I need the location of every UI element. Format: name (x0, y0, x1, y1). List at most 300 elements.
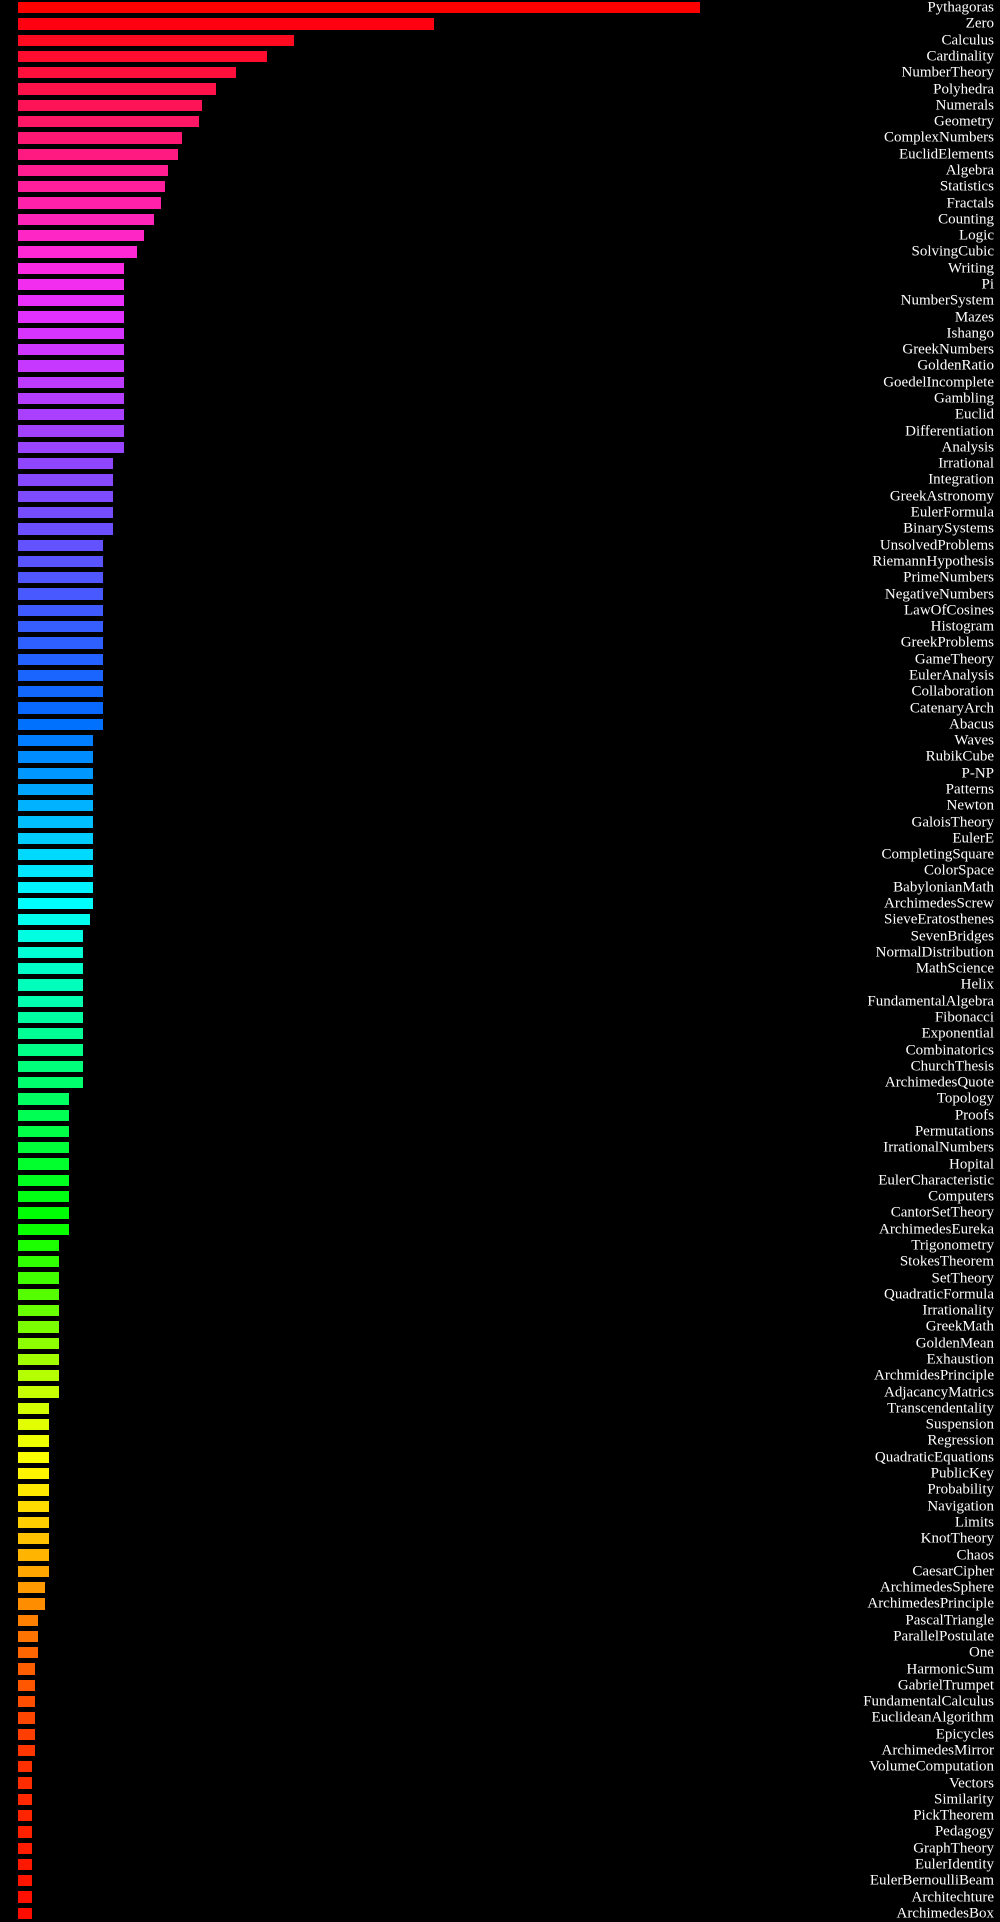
bar-label: Vectors (949, 1775, 994, 1792)
bar (18, 360, 124, 371)
bar-label: ArchmidesPrinciple (874, 1367, 994, 1384)
bar (18, 409, 124, 420)
bar (18, 1598, 45, 1609)
bar (18, 491, 113, 502)
bar-row (0, 1254, 1000, 1270)
bar (18, 1321, 59, 1332)
bar-row (0, 1645, 1000, 1661)
bar-row (0, 977, 1000, 993)
bar (18, 442, 124, 453)
bar-row (0, 912, 1000, 928)
bar (18, 865, 93, 876)
bar-label: Calculus (941, 32, 994, 49)
bar-label: SolvingCubic (911, 243, 994, 260)
bar (18, 1207, 69, 1218)
bar-row (0, 782, 1000, 798)
bar-row (0, 945, 1000, 961)
bar-row (0, 1743, 1000, 1759)
bar-row (0, 863, 1000, 879)
bar (18, 979, 83, 990)
bar-row (0, 1238, 1000, 1254)
bar-row (0, 1515, 1000, 1531)
bar-label: KnotTheory (920, 1530, 994, 1547)
bar (18, 882, 93, 893)
bar-row (0, 33, 1000, 49)
bar-row (0, 16, 1000, 32)
bar-label: PrimeNumbers (903, 569, 994, 586)
bar-label: ComplexNumbers (884, 129, 994, 146)
bar-label: GaloisTheory (911, 814, 994, 831)
bar (18, 132, 182, 143)
bar (18, 784, 93, 795)
bar (18, 1680, 35, 1691)
bar (18, 1224, 69, 1235)
bar-label: ColorSpace (924, 862, 994, 879)
bar-label: Writing (947, 260, 994, 277)
bar-row (0, 1450, 1000, 1466)
bar (18, 1093, 69, 1104)
bar-row (0, 114, 1000, 130)
bar-row (0, 342, 1000, 358)
bar (18, 523, 113, 534)
bar (18, 833, 93, 844)
bar-label: ArchimedesSphere (879, 1579, 994, 1596)
bar (18, 344, 124, 355)
bar (18, 963, 83, 974)
bar-row (0, 1026, 1000, 1042)
bar-row (0, 1727, 1000, 1743)
bar-label: StokesTheorem (899, 1253, 994, 1270)
bar-row (0, 81, 1000, 97)
bar-row (0, 1775, 1000, 1791)
bar-row (0, 309, 1000, 325)
bar-label: Computers (928, 1188, 994, 1205)
bar-row (0, 1889, 1000, 1905)
bar-label: LawOfCosines (904, 602, 994, 619)
bar-row (0, 1906, 1000, 1922)
bar (18, 1729, 35, 1740)
bar-row (0, 375, 1000, 391)
bar-label: QuadraticEquations (874, 1449, 994, 1466)
bar-row (0, 49, 1000, 65)
bar (18, 100, 202, 111)
bar (18, 2, 700, 13)
bar (18, 898, 93, 909)
bar-label: Similarity (934, 1791, 994, 1808)
bar-label: Integration (928, 471, 994, 488)
bar-label: BabylonianMath (893, 879, 994, 896)
bar-row (0, 489, 1000, 505)
bar (18, 1468, 49, 1479)
bar (18, 1566, 49, 1577)
bar-row (0, 570, 1000, 586)
bar (18, 1452, 49, 1463)
bar-label: Irrationality (922, 1302, 994, 1319)
bar (18, 116, 199, 127)
bar-label: Numerals (935, 97, 994, 114)
bar-label: ArchimedesMirror (881, 1742, 994, 1759)
bar (18, 1533, 49, 1544)
bar (18, 149, 178, 160)
bar-label: Histogram (930, 618, 994, 635)
bar-label: VolumeComputation (869, 1758, 994, 1775)
bar (18, 1517, 49, 1528)
bar (18, 1305, 59, 1316)
bar-label: Statistics (939, 178, 994, 195)
bar-row (0, 538, 1000, 554)
bar-row (0, 407, 1000, 423)
bar (18, 1370, 59, 1381)
bar (18, 1891, 32, 1902)
bar-row (0, 1319, 1000, 1335)
bar-label: Mazes (954, 309, 994, 326)
bar (18, 1810, 32, 1821)
bar-label: RubikCube (925, 748, 994, 765)
bar-label: Zero (965, 15, 994, 32)
bar-label: RiemannHypothesis (872, 553, 994, 570)
bar-row (0, 1564, 1000, 1580)
bar-label: Counting (938, 211, 994, 228)
bar-row (0, 423, 1000, 439)
bar-label: ArchimedesQuote (884, 1074, 994, 1091)
bar-label: Irrational (938, 455, 994, 472)
bar (18, 588, 103, 599)
bar-row (0, 847, 1000, 863)
bar-row (0, 684, 1000, 700)
bar-label: GreekProblems (900, 634, 994, 651)
bar-row (0, 130, 1000, 146)
bar-label: Exponential (921, 1025, 994, 1042)
bar-row (0, 831, 1000, 847)
bar (18, 197, 161, 208)
bar-label: SevenBridges (910, 928, 994, 945)
bar (18, 1272, 59, 1283)
bar (18, 1175, 69, 1186)
bar (18, 165, 168, 176)
bar-label: ArchimedesPrinciple (867, 1595, 994, 1612)
bar (18, 18, 434, 29)
bar-row (0, 505, 1000, 521)
bar-label: SetTheory (931, 1270, 994, 1287)
bar-row (0, 1792, 1000, 1808)
bar-label: CaesarCipher (912, 1563, 994, 1580)
bar-row (0, 814, 1000, 830)
bar-row (0, 1287, 1000, 1303)
bar-label: Ishango (946, 325, 994, 342)
bar-row (0, 1710, 1000, 1726)
bar (18, 751, 93, 762)
bar (18, 246, 137, 257)
bar-row (0, 1759, 1000, 1775)
bar-row (0, 261, 1000, 277)
bar-row (0, 1547, 1000, 1563)
bar-label: Epicycles (935, 1726, 994, 1743)
bar (18, 1631, 38, 1642)
bar-row (0, 391, 1000, 407)
bar-row (0, 1661, 1000, 1677)
bar-label: Permutations (914, 1123, 994, 1140)
bar (18, 1158, 69, 1169)
bar-row (0, 1059, 1000, 1075)
bar-label: Pi (981, 276, 994, 293)
bar-label: Navigation (927, 1498, 994, 1515)
bar-label: GameTheory (914, 651, 994, 668)
bar-label: Limits (954, 1514, 994, 1531)
bar (18, 540, 103, 551)
bar-row (0, 1156, 1000, 1172)
bar (18, 1061, 83, 1072)
bar-label: NormalDistribution (875, 944, 994, 961)
bar-label: Cardinality (926, 48, 994, 65)
bar-row (0, 0, 1000, 16)
bar (18, 1582, 45, 1593)
bar-row (0, 1075, 1000, 1091)
bar-row (0, 358, 1000, 374)
bar (18, 1696, 35, 1707)
bar-label: GoldenRatio (917, 357, 994, 374)
bar-label: Chaos (956, 1547, 994, 1563)
bar (18, 393, 124, 404)
bar-label: Pedagogy (934, 1823, 994, 1840)
bar (18, 377, 124, 388)
bar-label: Topology (936, 1090, 994, 1107)
bar-label: Helix (960, 976, 994, 993)
bar-row (0, 98, 1000, 114)
bar-row (0, 586, 1000, 602)
bar-row (0, 994, 1000, 1010)
bar-row (0, 163, 1000, 179)
bar (18, 637, 103, 648)
bar-label: BinarySystems (903, 520, 994, 537)
bar-row (0, 1857, 1000, 1873)
bar-label: Gambling (934, 390, 994, 407)
bar (18, 458, 113, 469)
bar-label: EulerBernoulliBeam (869, 1872, 994, 1889)
bar-label: Fibonacci (934, 1009, 994, 1026)
bar (18, 735, 93, 746)
bar (18, 1794, 32, 1805)
bar-label: Logic (959, 227, 994, 244)
bar-label: GreekNumbers (902, 341, 994, 358)
bar-row (0, 1873, 1000, 1889)
bar-label: Collaboration (911, 683, 994, 700)
bar-row (0, 472, 1000, 488)
bar-row (0, 1384, 1000, 1400)
bar-label: PascalTriangle (905, 1612, 994, 1629)
bar-label: EuclidElements (899, 146, 994, 163)
bar-label: GoldenMean (915, 1335, 994, 1352)
bar-label: PublicKey (930, 1465, 994, 1482)
bar-row (0, 798, 1000, 814)
bar-label: NegativeNumbers (884, 586, 994, 602)
bar-label: CantorSetTheory (890, 1204, 994, 1221)
bar-row (0, 896, 1000, 912)
bar-label: Fractals (946, 195, 994, 212)
bar-row (0, 717, 1000, 733)
bar-label: Probability (927, 1481, 994, 1498)
bar-row (0, 1124, 1000, 1140)
bar (18, 474, 113, 485)
bar (18, 1354, 59, 1365)
bar-row (0, 619, 1000, 635)
bar-row (0, 928, 1000, 944)
bar-row (0, 1091, 1000, 1107)
bar-label: ArchimedesBox (896, 1905, 994, 1922)
bar (18, 1191, 69, 1202)
bar-row (0, 1808, 1000, 1824)
bar (18, 1077, 83, 1088)
bar-label: NumberSystem (900, 292, 994, 309)
bar-row (0, 228, 1000, 244)
bar-row (0, 456, 1000, 472)
bar-row (0, 1596, 1000, 1612)
bar-label: Transcendentality (887, 1400, 994, 1417)
bar-label: Geometry (934, 113, 994, 130)
bar (18, 1549, 49, 1560)
bar-row (0, 326, 1000, 342)
bar-label: GreekAstronomy (889, 488, 994, 505)
bar-label: Newton (946, 797, 994, 814)
bar-label: FundamentalAlgebra (867, 993, 994, 1010)
bar (18, 1843, 32, 1854)
bar-row (0, 554, 1000, 570)
bar-label: AdjacancyMatrics (884, 1384, 994, 1401)
bar (18, 311, 124, 322)
bar-label: GabrielTrumpet (897, 1677, 994, 1694)
bar-label: Euclid (954, 406, 994, 423)
bar-row (0, 749, 1000, 765)
bar (18, 1028, 83, 1039)
bar-label: Hopital (949, 1156, 994, 1173)
bar (18, 279, 124, 290)
bar-row (0, 1580, 1000, 1596)
bar (18, 702, 103, 713)
bar-label: Algebra (945, 162, 994, 179)
bar-row (0, 1417, 1000, 1433)
bar-row (0, 1303, 1000, 1319)
bar (18, 263, 124, 274)
bar-label: Patterns (945, 781, 994, 798)
bar-label: GoedelIncomplete (883, 374, 994, 391)
bar-row (0, 1694, 1000, 1710)
bar-row (0, 961, 1000, 977)
bar-row (0, 1531, 1000, 1547)
bar-row (0, 1173, 1000, 1189)
bar (18, 230, 144, 241)
bar-row (0, 1270, 1000, 1286)
bar-label: Trigonometry (911, 1237, 994, 1254)
bar-row (0, 1108, 1000, 1124)
bar-label: EuclideanAlgorithm (871, 1709, 994, 1726)
bar-label: EulerIdentity (914, 1856, 994, 1873)
bar-row (0, 521, 1000, 537)
bar-row (0, 1613, 1000, 1629)
bar-row (0, 1824, 1000, 1840)
bar (18, 768, 93, 779)
bar (18, 930, 83, 941)
bar-row (0, 766, 1000, 782)
bar (18, 67, 236, 78)
bar-row (0, 1368, 1000, 1384)
bar-label: CatenaryArch (909, 700, 994, 717)
bar (18, 1044, 83, 1055)
bar-label: Combinatorics (905, 1042, 994, 1059)
bar (18, 849, 93, 860)
bar (18, 1663, 35, 1674)
bar (18, 816, 93, 827)
bar (18, 914, 90, 925)
bar (18, 1142, 69, 1153)
bar (18, 1126, 69, 1137)
bar-label: Pythagoras (927, 0, 994, 16)
bar-row (0, 652, 1000, 668)
bar-row (0, 1841, 1000, 1857)
bar-label: Waves (954, 732, 994, 749)
bar (18, 1745, 35, 1756)
bar-label: P-NP (961, 765, 994, 782)
bar-row (0, 440, 1000, 456)
bar (18, 1256, 59, 1267)
bar-label: QuadraticFormula (884, 1286, 994, 1303)
bar (18, 214, 154, 225)
bar-label: PickTheorem (913, 1807, 994, 1824)
bar-label: Proofs (954, 1107, 994, 1124)
bar (18, 1419, 49, 1430)
bar-label: Abacus (949, 716, 994, 733)
bar-row (0, 147, 1000, 163)
bar-row (0, 1352, 1000, 1368)
bar (18, 35, 294, 46)
bar-row (0, 1499, 1000, 1515)
bar-label: GraphTheory (913, 1840, 994, 1857)
bar-row (0, 1222, 1000, 1238)
bar-label: Polyhedra (933, 81, 994, 98)
bar-row (0, 1466, 1000, 1482)
bar (18, 1826, 32, 1837)
bar-row (0, 603, 1000, 619)
bar (18, 719, 103, 730)
bar (18, 1712, 35, 1723)
bar (18, 1289, 59, 1300)
bar-label: NumberTheory (901, 64, 994, 81)
bar (18, 686, 103, 697)
bar (18, 654, 103, 665)
bar (18, 1484, 49, 1495)
bar-row (0, 1042, 1000, 1058)
bar-row (0, 195, 1000, 211)
bar-row (0, 668, 1000, 684)
bar-label: IrrationalNumbers (883, 1139, 994, 1156)
bar-label: Regression (927, 1432, 994, 1449)
bar (18, 1777, 32, 1788)
bar-row (0, 1010, 1000, 1026)
bar (18, 947, 83, 958)
bar-label: EulerCharacteristic (878, 1172, 994, 1189)
bar-label: GreekMath (925, 1318, 994, 1335)
bar (18, 1403, 49, 1414)
bar (18, 83, 216, 94)
bar-row (0, 1401, 1000, 1417)
bar (18, 1386, 59, 1397)
bar-label: Exhaustion (926, 1351, 994, 1368)
bar-label: EulerFormula (910, 504, 994, 521)
bar (18, 1908, 32, 1919)
bar-label: MathScience (915, 960, 994, 977)
bar-label: HarmonicSum (906, 1661, 994, 1678)
bar (18, 1615, 38, 1626)
bar-row (0, 1336, 1000, 1352)
bar-row (0, 277, 1000, 293)
